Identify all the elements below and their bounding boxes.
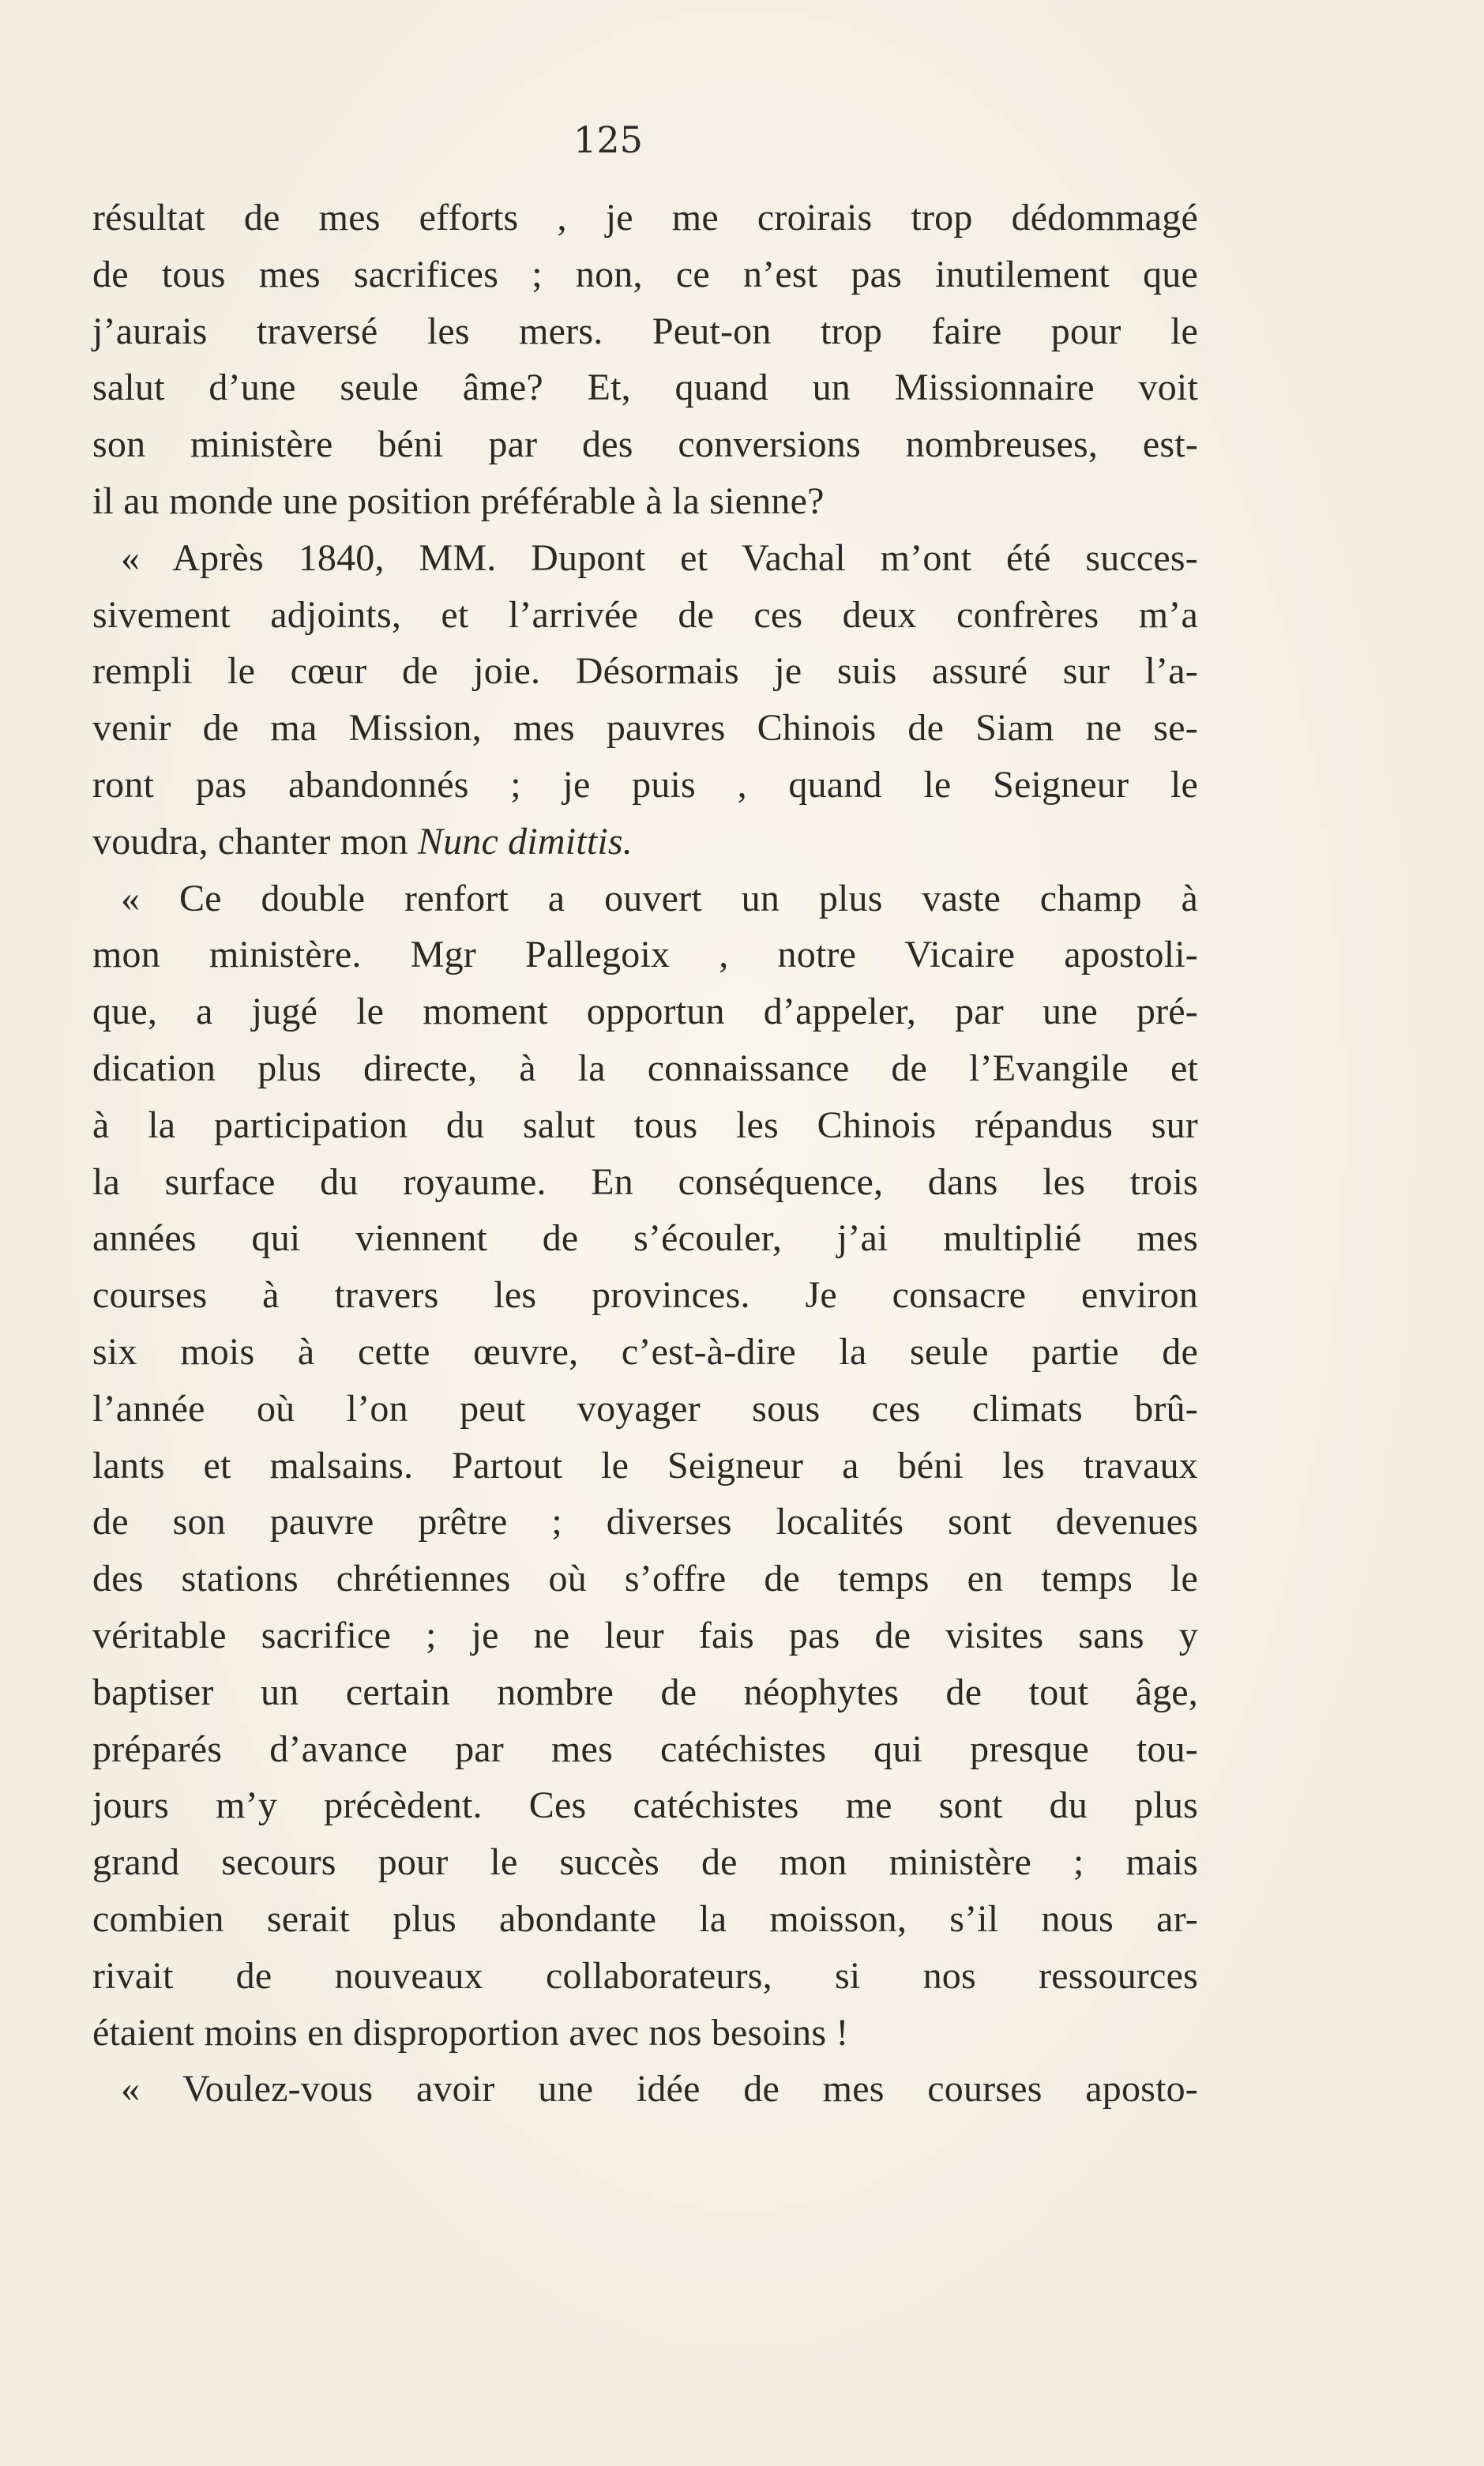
text-line: six mois à cette œuvre, c’est-à-dire la seule partie de <box>92 1330 1198 1373</box>
text-line: mon ministère. Mgr Pallegoix , notre Vicaire apostoli- <box>92 934 1198 976</box>
text-line: ront pas abandonnés ; je puis , quand le Seigneur le <box>92 763 1198 806</box>
text-line: résultat de mes efforts , je me croirais trop dédommagé <box>92 197 1198 239</box>
text-line: à la participation du salut tous les Chinois répandus sur <box>92 1103 1198 1146</box>
text-line: « Ce double renfort a ouvert un plus vaste champ à <box>121 877 1198 919</box>
text-line: jours m’y précèdent. Ces catéchistes me sont du plus <box>92 1784 1198 1827</box>
page-number: 125 <box>573 118 643 161</box>
text-line: la surface du royaume. En conséquence, dans les trois <box>92 1160 1198 1203</box>
text-line: l’année où l’on peut voyager sous ces climats brû- <box>92 1387 1198 1430</box>
text-line: venir de ma Mission, mes pauvres Chinois de Siam ne se- <box>92 707 1198 750</box>
text-line: il au monde une position préférable à la sienne? <box>92 479 825 522</box>
text-segment: voudra, chanter mon <box>92 820 418 863</box>
text-line: que, a jugé le moment opportun d’appeler, par une pré- <box>92 991 1198 1033</box>
text-line: dication plus directe, à la connaissance de l’Evangile et <box>92 1047 1198 1089</box>
text-line: véritable sacrifice ; je ne leur fais pas de visites sans y <box>92 1614 1198 1656</box>
text-line: années qui viennent de s’écouler, j’ai multiplié mes <box>92 1217 1198 1260</box>
text-line: rivait de nouveaux collaborateurs, si nos ressources <box>92 1954 1198 1997</box>
text-line: sivement adjoints, et l’arrivée de ces deux confrères m’a <box>92 593 1198 636</box>
text-line: de tous mes sacrifices ; non, ce n’est pas inutilement que <box>92 253 1198 295</box>
text-line: j’aurais traversé les mers. Peut-on trop faire pour le <box>92 310 1198 352</box>
text-line: combien serait plus abondante la moisson, s’il nous ar- <box>92 1897 1198 1940</box>
text-line-with-italic <box>92 814 1198 870</box>
text-line: des stations chrétiennes où s’offre de temps en temps le <box>92 1558 1198 1600</box>
body-text <box>92 190 1198 2118</box>
text-line: de son pauvre prêtre ; diverses localités sont devenues <box>92 1501 1198 1543</box>
text-line: étaient moins en disproportion avec nos besoins ! <box>92 2011 849 2054</box>
text-line: son ministère béni par des conversions nombreuses, est- <box>92 423 1198 466</box>
text-line: courses à travers les provinces. Je consacre environ <box>92 1274 1198 1317</box>
text-line: lants et malsains. Partout le Seigneur a béni les travaux <box>92 1444 1198 1487</box>
text-line: grand secours pour le succès de mon ministère ; mais <box>92 1841 1198 1884</box>
italic-phrase: Nunc dimittis. <box>417 820 633 863</box>
text-line: salut d’une seule âme? Et, quand un Missionnaire voit <box>92 367 1198 409</box>
text-line: baptiser un certain nombre de néophytes de tout âge, <box>92 1671 1198 1713</box>
text-line: rempli le cœur de joie. Désormais je suis assuré sur l’a- <box>92 650 1198 693</box>
text-line: « Après 1840, MM. Dupont et Vachal m’ont été succes- <box>121 536 1198 579</box>
text-line: « Voulez-vous avoir une idée de mes courses aposto- <box>121 2068 1198 2111</box>
text-line: préparés d’avance par mes catéchistes qui presque tou- <box>92 1727 1198 1770</box>
